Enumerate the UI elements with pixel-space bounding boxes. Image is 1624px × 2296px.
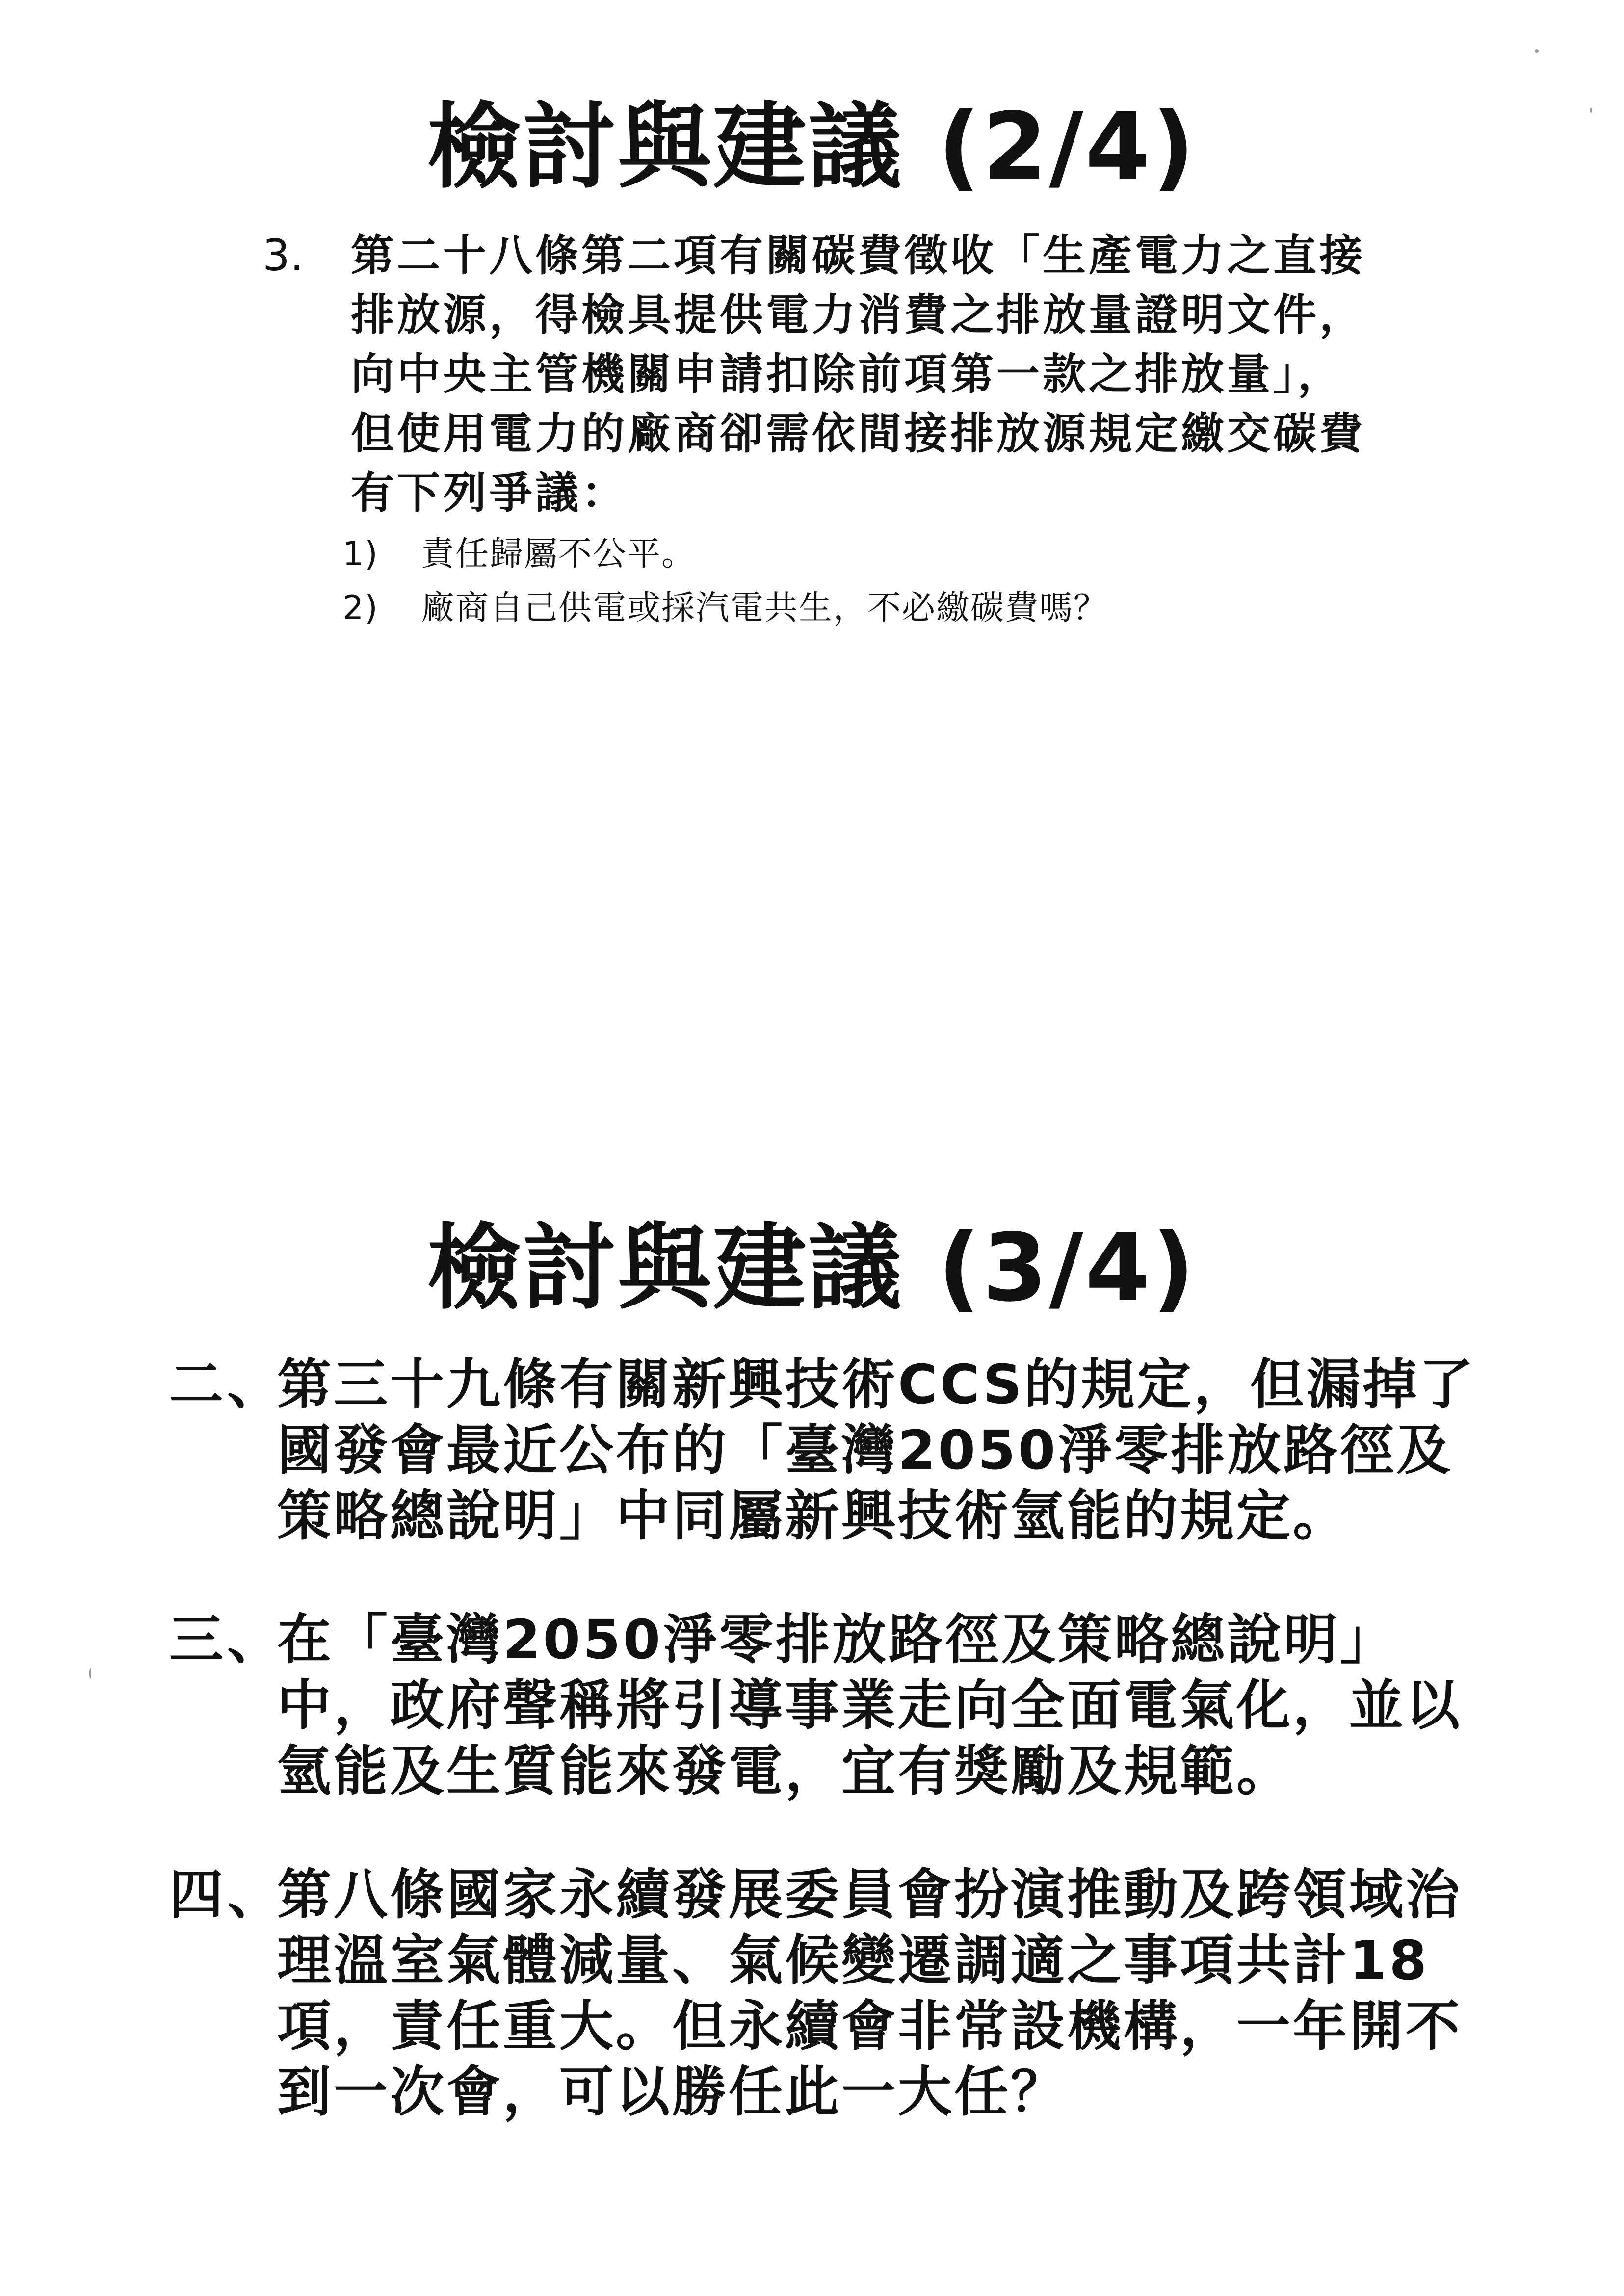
sub-list-text: 廠商自己供電或採汽電共生，不必繳碳費嗎？ <box>421 589 1108 627</box>
list-item-san <box>169 1607 1462 1804</box>
text-line: 國發會最近公布的「臺灣2050淨零排放路徑及 <box>277 1419 1453 1482</box>
list-item-text <box>277 1352 1476 1549</box>
text-line: 理溫室氣體減量、氣候變遷調適之事項共計18 <box>277 1929 1430 1992</box>
scan-speck <box>1535 49 1539 53</box>
paragraph-line: 排放源，得檢具提供電力消費之排放量證明文件， <box>351 289 1366 340</box>
list-marker: 三、 <box>169 1608 285 1671</box>
text-line: 到一次會，可以勝任此一大任？ <box>277 2061 1067 2123</box>
paragraph-line: 第二十八條第二項有關碳費徵收「生產電力之直接 <box>351 230 1366 281</box>
paragraph-line: 有下列爭議： <box>351 468 628 518</box>
list-item-si <box>169 1862 1462 2125</box>
sub-list-marker: 2) <box>342 589 379 627</box>
text-line: 在「臺灣2050淨零排放路徑及策略總說明」 <box>277 1608 1397 1671</box>
section-title-3-of-4: 檢討與建議 (3/4) <box>427 1214 1197 1322</box>
sub-list-text: 責任歸屬不公平。 <box>421 535 696 574</box>
scan-speck <box>89 1668 91 1679</box>
list-item-text <box>277 1862 1462 2125</box>
paragraph-line: 向中央主管機關申請扣除前項第一款之排放量」， <box>351 349 1344 399</box>
item-number: 3. <box>262 230 304 281</box>
sub-list-marker: 1) <box>342 535 379 574</box>
list-item-text <box>277 1607 1462 1804</box>
list-marker: 二、 <box>169 1353 285 1416</box>
numbered-item-3 <box>262 226 1425 635</box>
text-line: 中，政府聲稱將引導事業走向全面電氣化，並以 <box>277 1674 1462 1737</box>
sub-list-item <box>342 527 1425 581</box>
text-line: 項，責任重大。但永續會非常設機構，一年開不 <box>277 1995 1462 2058</box>
scan-speck <box>1590 108 1592 113</box>
sub-list <box>262 527 1425 635</box>
section-title-2-of-4: 檢討與建議 (2/4) <box>427 93 1197 201</box>
text-line: 第三十九條有關新興技術CCS的規定，但漏掉了 <box>277 1353 1476 1416</box>
sub-list-item <box>342 581 1425 635</box>
list-item-er <box>169 1352 1476 1549</box>
paragraph-line: 但使用電力的廠商卻需依間接排放源規定繳交碳費 <box>351 408 1366 459</box>
list-marker: 四、 <box>169 1863 285 1926</box>
item-paragraph <box>351 226 1425 522</box>
text-line: 策略總說明」中同屬新興技術氫能的規定。 <box>277 1485 1349 1547</box>
text-line: 氫能及生質能來發電，宜有獎勵及規範。 <box>277 1740 1293 1802</box>
text-line: 第八條國家永續發展委員會扮演推動及跨領域治 <box>277 1863 1462 1926</box>
